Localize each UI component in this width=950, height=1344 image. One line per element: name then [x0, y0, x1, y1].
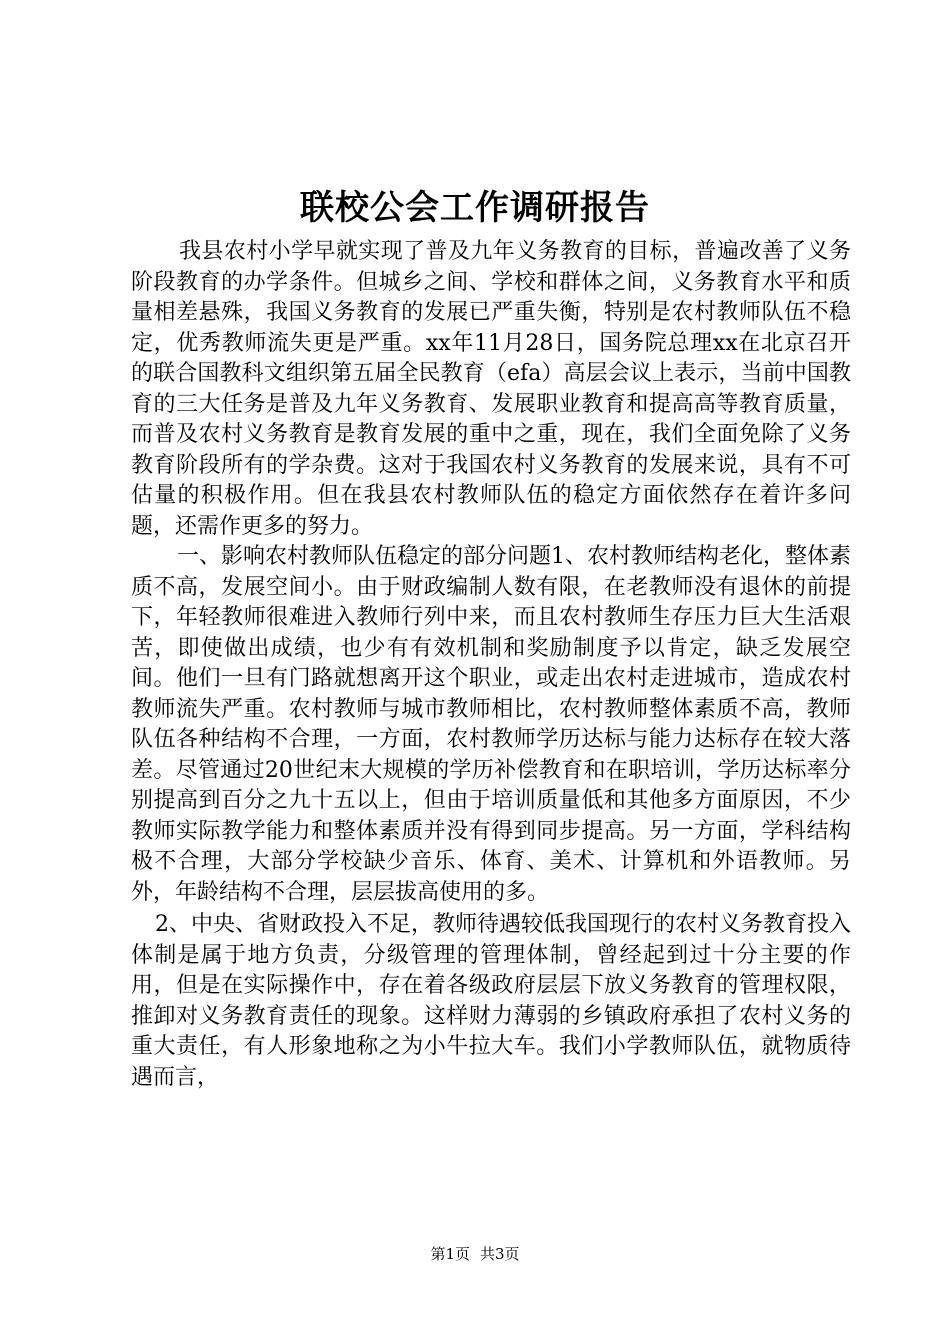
page-footer: [0, 1244, 950, 1264]
paragraph-section-one: 一、影响农村教师队伍稳定的部分问题1、农村教师结构老化，整体素质不高，发展空间小。由于财政编制人数有限，在老教师没有退休的前提下，年轻教师很难进入教师行列中来，而且农村教师生存压力巨大生活艰苦，即使做出成绩，也少有有效机制和奖励制度予以肯定，缺乏发展空间。他们一旦有门路就想离开这个职业，或走出农村走进城市，造成农村教师流失严重。农村教师与城市教师相比，农村教师整体素质不高，教师队伍各种结构不合理，一方面，农村教师学历达标与能力达标存在较大落差。尽管通过20世纪末大规模的学历补偿教育和在职培训，学历达标率分别提高到百分之九十五以上，但由于培训质量低和其他多方面原因，不少教师实际教学能力和整体素质并没有得到同步提高。另一方面，学科结构极不合理，大部分学校缺少音乐、体育、美术、计算机和外语教师。另外，年龄结构不合理，层层拔高使用的多。: [131, 544, 851, 905]
page-total: 共3页: [480, 1245, 520, 1263]
paragraph-section-two: 2、中央、省财政投入不足，教师待遇较低我国现行的农村义务教育投入体制是属于地方负责，分级管理的管理体制，曾经起到过十分主要的作用，但是在实际操作中，存在着各级政府层层下放义务教育的管理权限，推卸对义务教育责任的现象。这样财力薄弱的乡镇政府承担了农村义务的重大责任，有人形象地称之为小牛拉大车。我们小学教师队伍，就物质待遇而言，: [131, 912, 851, 1090]
page-number: 第1页: [430, 1245, 470, 1263]
paragraph-intro: 我县农村小学早就实现了普及九年义务教育的目标，普遍改善了义务阶段教育的办学条件。但城乡之间、学校和群体之间，义务教育水平和质量相差悬殊，我国义务教育的发展已严重失衡，特别是农村教师队伍不稳定，优秀教师流失更是严重。xx年11月28日，国务院总理xx在北京召开的联合国教科文组织第五届全民教育（efa）高层会议上表示，当前中国教育的三大任务是普及九年义务教育、发展职业教育和提高高等教育质量，而普及农村义务教育是教育发展的重中之重，现在，我们全面免除了义务教育阶段所有的学杂费。这对于我国农村义务教育的发展来说，具有不可估量的积极作用。但在我县农村教师队伍的稳定方面依然存在着许多问题，还需作更多的努力。: [131, 239, 851, 539]
document-title: 联校公会工作调研报告: [300, 188, 650, 228]
document-body: [131, 237, 851, 1093]
